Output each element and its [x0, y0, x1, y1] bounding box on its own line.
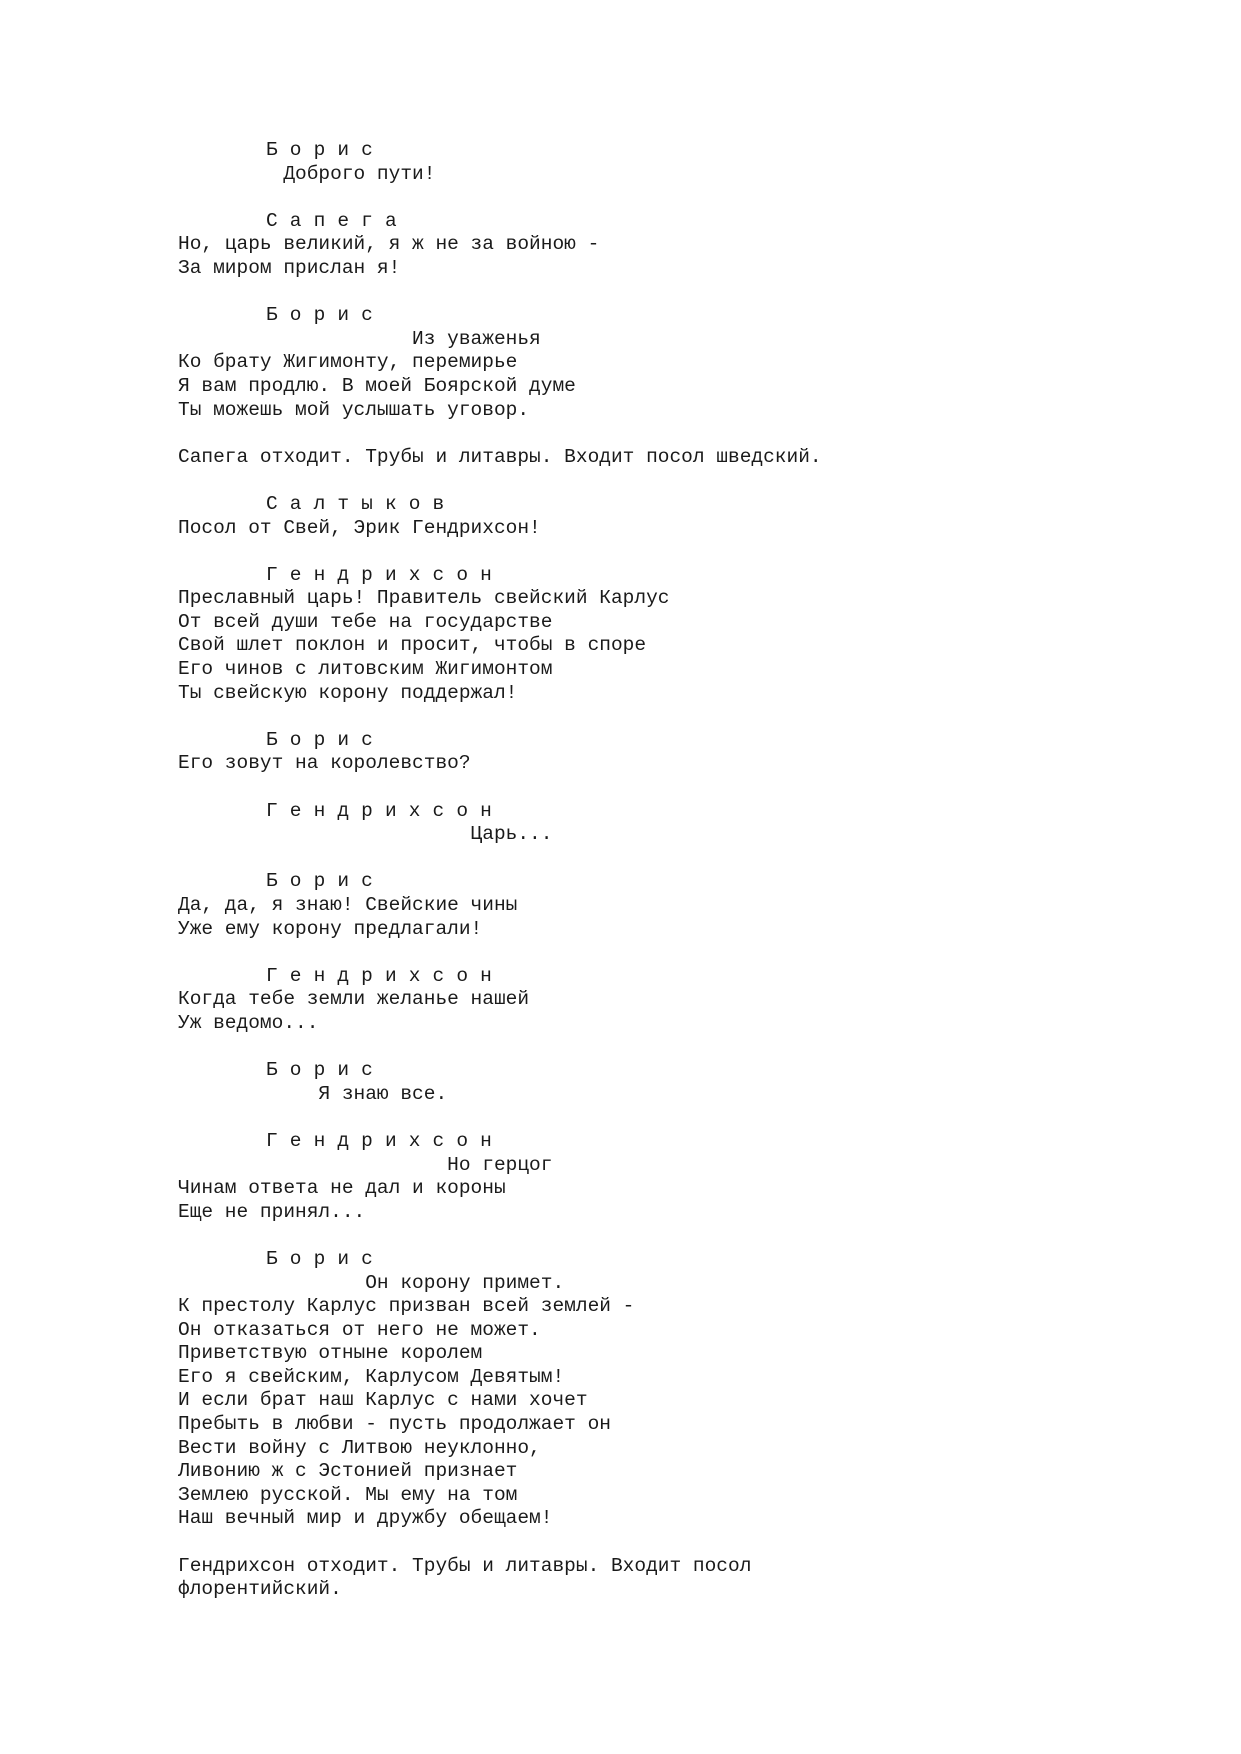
speaker-name: Борис	[266, 1247, 385, 1270]
speaker-name: Салтыков	[266, 492, 457, 515]
speaker-name: Гендрихсон	[266, 563, 504, 586]
text-line: За миром прислан я!	[178, 256, 401, 279]
speaker-name: Борис	[266, 304, 385, 327]
blank-line	[178, 1106, 1178, 1130]
text-line: Еще не принял...	[178, 1200, 366, 1223]
speaker-name: Борис	[266, 728, 385, 751]
blank-line	[178, 469, 1178, 493]
speaker-name: Борис	[266, 139, 385, 161]
blank-line	[178, 186, 1178, 210]
text-line: Уже ему корону предлагали!	[178, 917, 483, 940]
text-line: Царь...	[178, 823, 553, 846]
text-line: Ко брату Жигимонту, перемирье	[178, 351, 518, 374]
speaker-name: Сапега	[266, 209, 409, 232]
text-line: Я знаю все.	[178, 1082, 448, 1105]
text-line: Его я свейским, Карлусом Девятым!	[178, 1365, 565, 1388]
text-line: флорентийский.	[178, 1578, 342, 1601]
text-line: Преславный царь! Правитель свейский Карлус	[178, 587, 670, 610]
text-line: Уж ведомо...	[178, 1011, 319, 1034]
blank-line	[178, 422, 1178, 446]
text-line: Чинам ответа не дал и короны	[178, 1177, 506, 1200]
text-line: Посол от Свей, Эрик Гендрихсон!	[178, 516, 541, 539]
text-line: От всей души тебе на государстве	[178, 610, 553, 633]
text-line: Ты свейскую корону поддержал!	[178, 681, 518, 704]
text-line: Пребыть в любви - пусть продолжает он	[178, 1413, 611, 1436]
text-line: Доброго пути!	[178, 162, 436, 185]
text-line: Но герцог	[178, 1153, 553, 1176]
blank-line	[178, 1036, 1178, 1060]
text-line: Землею русской. Мы ему на том	[178, 1483, 518, 1506]
text-line: Ты можешь мой услышать уговор.	[178, 398, 530, 421]
speaker-name: Гендрихсон	[266, 964, 504, 987]
text-line: Вести войну с Литвою неуклонно,	[178, 1436, 541, 1459]
text-line: Когда тебе земли желанье нашей	[178, 988, 530, 1011]
text-line: К престолу Карлус призван всей землей -	[178, 1295, 635, 1318]
text-line: Но, царь великий, я ж не за войною -	[178, 233, 600, 256]
text-line: Из уваженья	[178, 327, 541, 350]
blank-line	[178, 705, 1178, 729]
blank-line	[178, 1224, 1178, 1248]
play-text	[178, 139, 1178, 1602]
text-line: Ливонию ж с Эстонией признает	[178, 1460, 518, 1483]
text-line: Гендрихсон отходит. Трубы и литавры. Входит посол	[178, 1554, 752, 1577]
blank-line	[178, 1531, 1178, 1555]
text-line: Его зовут на королевство?	[178, 752, 471, 775]
text-line: Я вам продлю. В моей Боярской думе	[178, 374, 576, 397]
text-line: Он отказаться от него не может.	[178, 1318, 541, 1341]
blank-line	[178, 776, 1178, 800]
speaker-name: Борис	[266, 870, 385, 893]
blank-line	[178, 540, 1178, 564]
text-line: Он корону примет.	[178, 1271, 565, 1294]
text-line: Его чинов с литовским Жигимонтом	[178, 658, 553, 681]
blank-line	[178, 281, 1178, 305]
text-line: И если брат наш Карлус с нами хочет	[178, 1389, 588, 1412]
text-line: Наш вечный мир и дружбу обещаем!	[178, 1507, 553, 1530]
text-line: Да, да, я знаю! Свейские чины	[178, 894, 518, 916]
blank-line	[178, 847, 1178, 871]
blank-line	[178, 941, 1178, 965]
text-line: Сапега отходит. Трубы и литавры. Входит посол шведский.	[178, 445, 822, 468]
speaker-name: Борис	[266, 1059, 385, 1082]
text-line: Приветствую отныне королем	[178, 1342, 483, 1365]
text-line: Свой шлет поклон и просит, чтобы в споре	[178, 634, 647, 657]
speaker-name: Гендрихсон	[266, 1129, 504, 1152]
speaker-name: Гендрихсон	[266, 799, 504, 822]
